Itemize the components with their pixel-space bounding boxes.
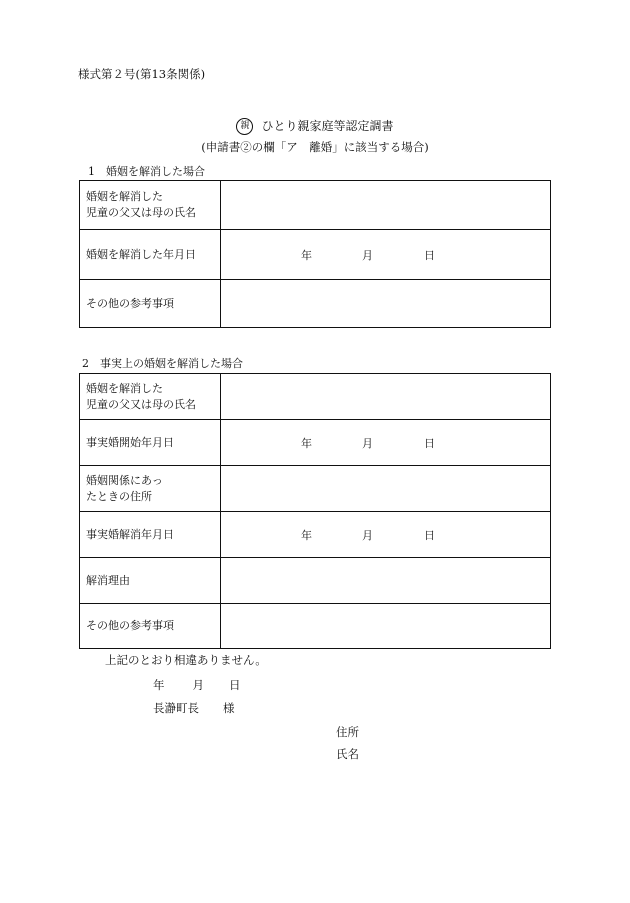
addressee-honorific: 様 bbox=[223, 701, 235, 715]
label-char: た bbox=[152, 190, 163, 203]
label-char: に bbox=[130, 473, 141, 487]
label-char: 理 bbox=[108, 573, 119, 587]
label-char: の bbox=[119, 489, 130, 503]
row-label bbox=[80, 558, 221, 604]
label-char: 実 bbox=[97, 527, 108, 541]
label-char: 消 bbox=[130, 190, 141, 203]
table-row bbox=[80, 604, 551, 649]
label-char: 婚 bbox=[108, 527, 119, 541]
label-char: の bbox=[97, 296, 108, 310]
label-char: 解 bbox=[119, 527, 130, 541]
section2-heading: 2 事実上の婚姻を解消した場合 bbox=[82, 357, 243, 370]
section2-table bbox=[79, 373, 551, 649]
label-char: 姻 bbox=[97, 381, 108, 395]
day-label: 日 bbox=[424, 528, 435, 542]
label-char: と bbox=[97, 489, 108, 503]
month-label: 月 bbox=[362, 528, 373, 542]
label-char: 項 bbox=[163, 619, 174, 632]
date-input-cell[interactable] bbox=[221, 512, 551, 558]
label-char: 参 bbox=[130, 619, 141, 632]
label-line bbox=[86, 189, 214, 205]
section1-heading: 1 婚姻を解消した場合 bbox=[88, 165, 205, 178]
label-char: 月 bbox=[152, 435, 163, 449]
label-char: 所 bbox=[141, 489, 152, 503]
date-input-cell[interactable] bbox=[221, 230, 551, 280]
document-title bbox=[0, 117, 630, 135]
notes-input-cell[interactable] bbox=[221, 604, 551, 649]
label-char: 項 bbox=[163, 296, 174, 310]
year-label: 年 bbox=[301, 528, 312, 542]
section1-table bbox=[79, 180, 551, 328]
label-char: 消 bbox=[130, 527, 141, 541]
row-label bbox=[80, 420, 221, 466]
name-input-cell[interactable] bbox=[221, 181, 551, 230]
label-char: の bbox=[119, 619, 130, 632]
name-input-cell[interactable] bbox=[221, 374, 551, 420]
label-char: 開 bbox=[119, 435, 130, 449]
circled-mark: 親 bbox=[236, 118, 253, 135]
year-label: 年 bbox=[301, 248, 312, 262]
label-line: 婚姻を解消した年月日 bbox=[86, 247, 196, 261]
table-row bbox=[80, 374, 551, 420]
label-char: そ bbox=[86, 296, 97, 310]
month-label: 月 bbox=[192, 678, 204, 692]
address-label: 住所 bbox=[336, 725, 359, 739]
row-label bbox=[80, 230, 221, 280]
label-char: 婚 bbox=[86, 473, 97, 487]
reason-input-cell[interactable] bbox=[221, 558, 551, 604]
label-char: 事 bbox=[152, 296, 163, 310]
label-line bbox=[86, 489, 214, 505]
label-char: の bbox=[97, 619, 108, 632]
table-row bbox=[80, 181, 551, 230]
label-char: 実 bbox=[97, 435, 108, 449]
label-char: 消 bbox=[97, 573, 108, 587]
label-char: 住 bbox=[130, 489, 141, 503]
year-label: 年 bbox=[301, 436, 312, 450]
label-char: 消 bbox=[130, 381, 141, 395]
notes-input-cell[interactable] bbox=[221, 280, 551, 328]
label-char: 由 bbox=[119, 573, 130, 587]
label-char: 関 bbox=[108, 473, 119, 487]
label-char: 始 bbox=[130, 435, 141, 449]
signature-date bbox=[153, 677, 241, 693]
addressee-name: 長瀞町長 bbox=[153, 701, 199, 715]
label-char: の bbox=[119, 296, 130, 310]
label-char: 婚 bbox=[86, 190, 97, 203]
addressee bbox=[153, 700, 235, 716]
confirmation-text: 上記のとおり相違ありません。 bbox=[105, 653, 267, 667]
row-label bbox=[80, 181, 221, 230]
label-char: 日 bbox=[163, 527, 174, 541]
label-line bbox=[86, 296, 214, 312]
table-row bbox=[80, 558, 551, 604]
table-row bbox=[80, 512, 551, 558]
label-char: 事 bbox=[86, 527, 97, 541]
label-line bbox=[86, 527, 214, 543]
label-line bbox=[86, 573, 214, 589]
label-char: 月 bbox=[152, 527, 163, 541]
name-label: 氏名 bbox=[336, 747, 359, 761]
row-label bbox=[80, 604, 221, 649]
label-char: を bbox=[108, 381, 119, 395]
label-line bbox=[86, 381, 214, 397]
table-row bbox=[80, 280, 551, 328]
label-line bbox=[86, 435, 214, 451]
label-char: 姻 bbox=[97, 190, 108, 203]
label-char: 他 bbox=[108, 296, 119, 310]
label-char: 年 bbox=[141, 435, 152, 449]
row-label bbox=[80, 512, 221, 558]
document-subtitle: (申請書②の欄「ア 離婚」に該当する場合) bbox=[201, 140, 429, 154]
table-row bbox=[80, 420, 551, 466]
label-char: 解 bbox=[119, 190, 130, 203]
day-label: 日 bbox=[424, 436, 435, 450]
month-label: 月 bbox=[362, 248, 373, 262]
year-label: 年 bbox=[153, 678, 165, 692]
label-char: 他 bbox=[108, 619, 119, 632]
day-label: 日 bbox=[424, 248, 435, 262]
label-line bbox=[86, 618, 214, 634]
label-char: た bbox=[86, 489, 97, 503]
label-char: 婚 bbox=[108, 435, 119, 449]
label-line bbox=[86, 473, 214, 489]
date-input-cell[interactable] bbox=[221, 420, 551, 466]
row-label bbox=[80, 280, 221, 328]
month-label: 月 bbox=[362, 436, 373, 450]
label-char: 係 bbox=[119, 473, 130, 487]
table-row bbox=[80, 230, 551, 280]
label-char: た bbox=[152, 381, 163, 395]
label-char: 日 bbox=[163, 435, 174, 449]
label-char: し bbox=[141, 190, 152, 203]
label-char: 婚 bbox=[86, 381, 97, 395]
label-char: 姻 bbox=[97, 473, 108, 487]
label-char: 考 bbox=[141, 619, 152, 632]
form-number: 様式第２号(第13条関係) bbox=[78, 67, 206, 81]
row-label bbox=[80, 466, 221, 512]
label-char: 事 bbox=[152, 619, 163, 632]
label-char: 参 bbox=[130, 296, 141, 310]
label-char: き bbox=[108, 489, 119, 503]
label-char: 事 bbox=[86, 435, 97, 449]
table-row bbox=[80, 466, 551, 512]
label-char: そ bbox=[86, 619, 97, 632]
label-line: 児童の父又は母の氏名 bbox=[86, 206, 196, 219]
label-char: し bbox=[141, 381, 152, 395]
label-line: 児童の父又は母の氏名 bbox=[86, 397, 196, 411]
label-char: 解 bbox=[119, 381, 130, 395]
label-char: 考 bbox=[141, 296, 152, 310]
label-char: 解 bbox=[86, 573, 97, 587]
label-char: っ bbox=[151, 473, 163, 487]
address-input-cell[interactable] bbox=[221, 466, 551, 512]
row-label bbox=[80, 374, 221, 420]
label-char: あ bbox=[141, 473, 152, 487]
title-text: ひとり親家庭等認定調書 bbox=[261, 119, 394, 133]
label-char: を bbox=[108, 190, 119, 203]
day-label: 日 bbox=[229, 678, 241, 692]
label-char: 年 bbox=[141, 527, 152, 541]
